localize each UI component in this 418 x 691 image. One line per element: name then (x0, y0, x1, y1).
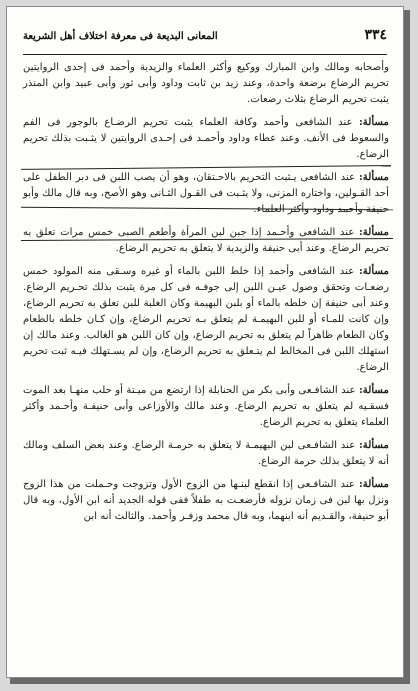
paragraph (23, 169, 389, 218)
issue-keyword: مسألة: (359, 439, 389, 451)
paragraph-text: عند الشافعى وأحمد وكافة العلماء يثبت تحريم الرضـاع بالوجور فى الفم والسعوط فى الأنف. وعند عطاء وداود وأحمـد فى إحـدى الروايتين لا يثـبت بذلك تحريم الرضاع. (23, 117, 389, 160)
page-number: ٣٣٤ (364, 27, 387, 43)
paragraph-text: عند الشافـعى لبن البهيمـة لا يتعلق به حرمـة الرضاع. وعند بعض السلف ومالك أنه لا يتعلق بذلك حرمة الرضاع. (23, 440, 389, 467)
paragraph (23, 437, 389, 470)
book-page (6, 6, 404, 678)
issue-keyword: مسألة: (359, 226, 389, 238)
paragraph (23, 476, 389, 525)
issue-keyword: مسألة: (359, 478, 389, 490)
paragraph (23, 263, 389, 376)
issue-keyword: مسألة: (359, 116, 389, 128)
paragraph-text: عند الشافعى يـثبت التحريم بالاحـتقان، وهو أن يصب اللبن فى دبر الطفل على أحد القـولين، واختاره المزنى، ولا يثـبت فى القـول الثـانى وهو الأصح، وبه قال مالك وأبو حنيفة وأحمد وداود وأكثر العلماء. (23, 172, 389, 215)
paragraph-text: عند الشافـعى إذا انقطع لبنـها من الزوج الأول وتزوجت وحـملت من هذا الزوج ونزل بها لبن فى زمان نزوله فأرضعـت به طفلاً ففى قوله الجديد أنه ابن الأول، وبه قال أبو حنيفة، والقـديم أنه ابنهما، وبه قال محمد وزفـر وأحمد. والثالث أنه ابن (23, 479, 389, 522)
paragraph-text: عند الشافعى وأحـمد إذا جبن لبن المرأة وأطعم الصبى خمس مرات تعلق به تحريم الرضاع. وعند أبى حنيفة والزيدية لا يتعلق به تحريم الرضاع. (23, 227, 389, 254)
paragraph-text: وأصحابه ومالك وابن المبارك ووكيع وأكثر العلماء والزيدية وأحمد فى إحدى الروايتين تحريم الرضاع برضعة واحدة، وعند زيد بن ثابت وداود وأبى ثور وأبى عبيد وابن المنذر يثبت تحريم الرضاع بثلاث رضعات. (23, 62, 389, 105)
issue-keyword: مسألة: (359, 171, 389, 183)
page-header (23, 27, 387, 53)
running-title: المعانى البديعة فى معرفة اختلاف أهل الشريعة (23, 31, 218, 42)
issue-keyword: مسألة: (359, 384, 389, 396)
page-body (23, 60, 389, 531)
paragraph (23, 60, 389, 108)
header-divider (23, 54, 387, 55)
paragraph-text: عند الشافعى وأحمد إذا خلط اللبن بالماء أو غيره وسـقى منه المولود خمس رضعـات وتحقق وصول عيـن اللبن إلى جوفـه فى كل مرة يثبت بذلك تحـريم الرضاع. وعند أبى حنيفة إن خلطه بالماء أو بلبن البهيمة وكان الغلبة للبن تعلق به تحريم الرضاع، وإن كانت للمـاء أو للبن البهيمـة لم يتعلق بـه تحريم الرضاع، وإن كـان خلطه بالطعام وكان الطعام ظاهراً لم يتعلق به تحريم الرضاع، وإن كان اللبن هو الغالب. وعند مالك إن استهلك اللبن فى المخالط لم يتـعلق به تحريم الرضاع، وإن لم يسـتهلك فيـه ثبت تحريم الرضاع. (23, 266, 389, 373)
paragraph (23, 382, 389, 431)
issue-keyword: مسألة: (359, 265, 389, 277)
paragraph (23, 114, 389, 163)
paragraph-text: عند الشافـعى وأبى بكر من الحنابلة إذا ارتضع من ميـتة أو حلب منهـا بعد الموت فسقـيه لم يتعلق به تحريم الرضاع. وعند مالك والأوزاعى وأبى حنيفـة وأحـمد وأكثر العلماء يتعلق به تحريم الرضاع. (23, 385, 389, 428)
